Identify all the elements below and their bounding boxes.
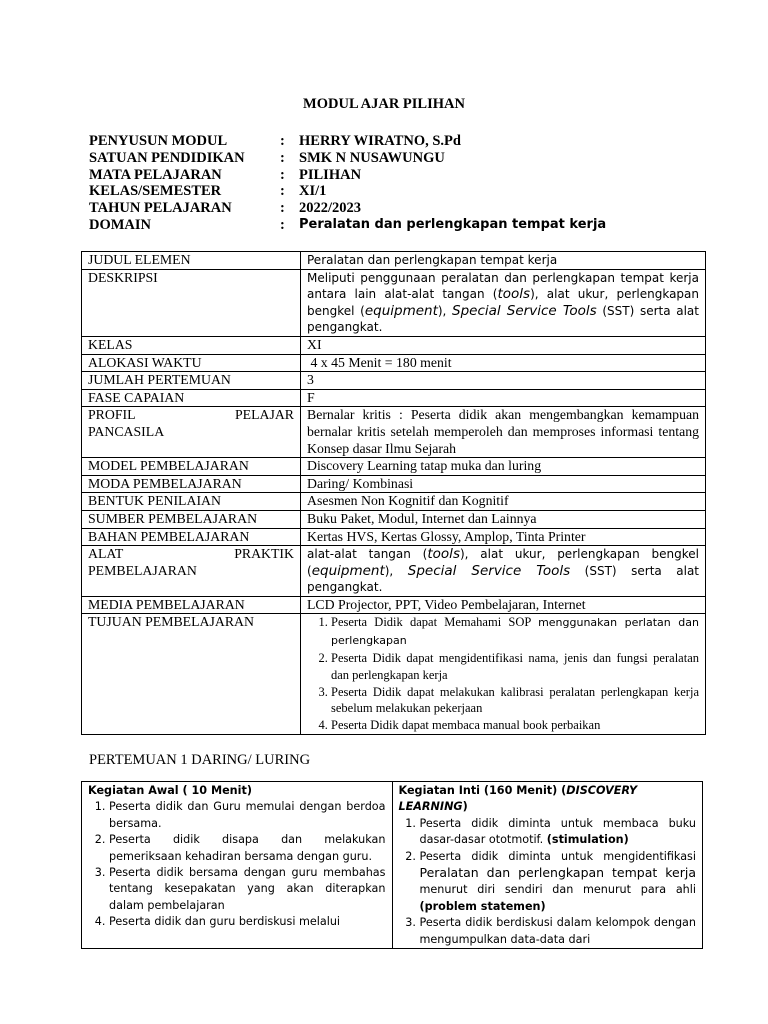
row-value: Kertas HVS, Kertas Glossy, Amplop, Tinta Printer <box>301 528 706 546</box>
list-item: 1. Peserta Didik dapat Memahami SOP menggunakan perlatan dan perlengkapan <box>331 614 699 650</box>
table-row <box>82 389 706 407</box>
row-value: Peralatan dan perlengkapan tempat kerja <box>301 252 706 270</box>
list-item: 3. Peserta didik berdiskusi dalam kelompok dengan mengumpulkan data-data dari <box>420 915 697 948</box>
row-value: Bernalar kritis : Peserta didik akan mengembangkan kemampuan bernalar kritis setelah memperoleh dan memproses informasi tentang Konsep dasar Ilmu Sejarah <box>301 407 706 458</box>
meta-sep: : <box>280 133 285 149</box>
table-row <box>82 269 706 336</box>
row-label: FASE CAPAIAN <box>82 389 301 407</box>
table-row <box>82 782 703 949</box>
meta-value: 2022/2023 <box>299 200 362 217</box>
row-value: 3 <box>301 372 706 390</box>
list-item: 3. Peserta Didik dapat melakukan kalibrasi peralatan perlengkapan kerja sebelum melakukan pekerjaan <box>331 684 699 718</box>
table-row <box>82 614 706 735</box>
meta-sep: : <box>280 183 285 200</box>
row-label: ALAT PRAKTIK PEMBELAJARAN <box>82 546 301 597</box>
row-label: BAHAN PEMBELAJARAN <box>82 528 301 546</box>
table-row <box>82 336 706 354</box>
table-row <box>82 407 706 458</box>
row-value: 4 x 45 Menit = 180 menit <box>301 354 706 372</box>
meta-key: TAHUN PELAJARAN <box>89 200 232 217</box>
table-row <box>82 596 706 614</box>
row-label: KELAS <box>82 336 301 354</box>
meta-sep: : <box>280 149 285 166</box>
meta-key: KELAS/SEMESTER <box>89 183 222 200</box>
row-value: Buku Paket, Modul, Internet dan Lainnya <box>301 510 706 528</box>
list-item: 4. Peserta Didik dapat membaca manual book perbaikan <box>331 717 699 734</box>
list-item: 4. Peserta didik dan guru berdiskusi melalui <box>109 914 386 930</box>
row-label: ALOKASI WAKTU <box>82 354 301 372</box>
meta-key: DOMAIN <box>89 216 152 233</box>
meta-value: HERRY WIRATNO, S.Pd <box>299 133 461 149</box>
row-value: Meliputi penggunaan peralatan dan perlengkapan tempat kerja antara lain alat-alat tangan (tools), alat ukur, perlengkapan bengkel (equipment), Special Service Tools (SST) serta alat pengangkat. <box>301 269 706 336</box>
activity-heading: Kegiatan Inti (160 Menit) (DISCOVERY LEARNING) <box>398 784 638 814</box>
row-value <box>301 614 706 735</box>
row-label: PROFIL PELAJAR PANCASILA <box>82 407 301 458</box>
list-item: 1. Peserta didik dan Guru memulai dengan berdoa bersama. <box>109 799 386 832</box>
meta-key: PENYUSUN MODUL <box>89 133 228 149</box>
activity-heading: Kegiatan Awal ( 10 Menit) <box>88 784 252 797</box>
activity-left-cell <box>82 782 393 949</box>
row-value: F <box>301 389 706 407</box>
meta-value: SMK N NUSAWUNGU <box>299 149 445 166</box>
activity-right-cell <box>392 782 703 949</box>
table-row <box>82 458 706 476</box>
activity-table <box>81 781 703 949</box>
row-label: JUDUL ELEMEN <box>82 252 301 270</box>
list-item: 1. Peserta didik diminta untuk membaca buku dasar-dasar ototmotif. (stimulation) <box>420 816 697 849</box>
activity-list <box>88 799 386 930</box>
row-label: TUJUAN PEMBELAJARAN <box>82 614 301 735</box>
row-value: Asesmen Non Kognitif dan Kognitif <box>301 493 706 511</box>
meta-sep: : <box>280 216 285 233</box>
table-row <box>82 528 706 546</box>
row-label: MODEL PEMBELAJARAN <box>82 458 301 476</box>
module-info-table <box>81 251 706 735</box>
meta-value: PILIHAN <box>299 166 362 183</box>
table-row <box>82 354 706 372</box>
row-label: MEDIA PEMBELAJARAN <box>82 596 301 614</box>
document-title: MODUL AJAR PILIHAN <box>303 96 465 112</box>
list-item: 2. Peserta Didik dapat mengidentifikasi nama, jenis dan fungsi peralatan dan perlengkapan kerja <box>331 650 699 684</box>
row-value: XI <box>301 336 706 354</box>
row-value: Daring/ Kombinasi <box>301 475 706 493</box>
meta-key: MATA PELAJARAN <box>89 166 222 183</box>
row-label: DESKRIPSI <box>82 269 301 336</box>
table-row <box>82 372 706 390</box>
list-item: 2. Peserta didik disapa dan melakukan pemeriksaan kehadiran bersama dengan guru. <box>109 832 386 865</box>
meta-value: Peralatan dan perlengkapan tempat kerja <box>299 216 607 232</box>
row-label: JUMLAH PERTEMUAN <box>82 372 301 390</box>
table-row <box>82 510 706 528</box>
goal-list <box>307 614 699 734</box>
table-row <box>82 252 706 270</box>
row-label: SUMBER PEMBELAJARAN <box>82 510 301 528</box>
list-item: 3. Peserta didik bersama dengan guru membahas tentang kesepakatan yang akan diterapkan dalam pembelajaran <box>109 865 386 914</box>
table-row <box>82 546 706 597</box>
row-value: LCD Projector, PPT, Video Pembelajaran, Internet <box>301 596 706 614</box>
row-label: MODA PEMBELAJARAN <box>82 475 301 493</box>
row-value: alat-alat tangan (tools), alat ukur, perlengkapan bengkel (equipment), Special Service Tools (SST) serta alat pengangkat. <box>301 546 706 597</box>
row-label: BENTUK PENILAIAN <box>82 493 301 511</box>
table-row <box>82 493 706 511</box>
activity-list <box>399 816 697 948</box>
meta-value: XI/1 <box>299 183 327 200</box>
meta-sep: : <box>280 166 285 183</box>
list-item: 2. Peserta didik diminta untuk mengidentifikasi Peralatan dan perlengkapan tempat kerja menurut diri sendiri dan menurut para ahli (problem statemen) <box>420 849 697 916</box>
section-heading: PERTEMUAN 1 DARING/ LURING <box>89 752 311 768</box>
table-row <box>82 475 706 493</box>
row-value: Discovery Learning tatap muka dan luring <box>301 458 706 476</box>
meta-key: SATUAN PENDIDIKAN <box>89 149 245 166</box>
meta-sep: : <box>280 200 285 217</box>
